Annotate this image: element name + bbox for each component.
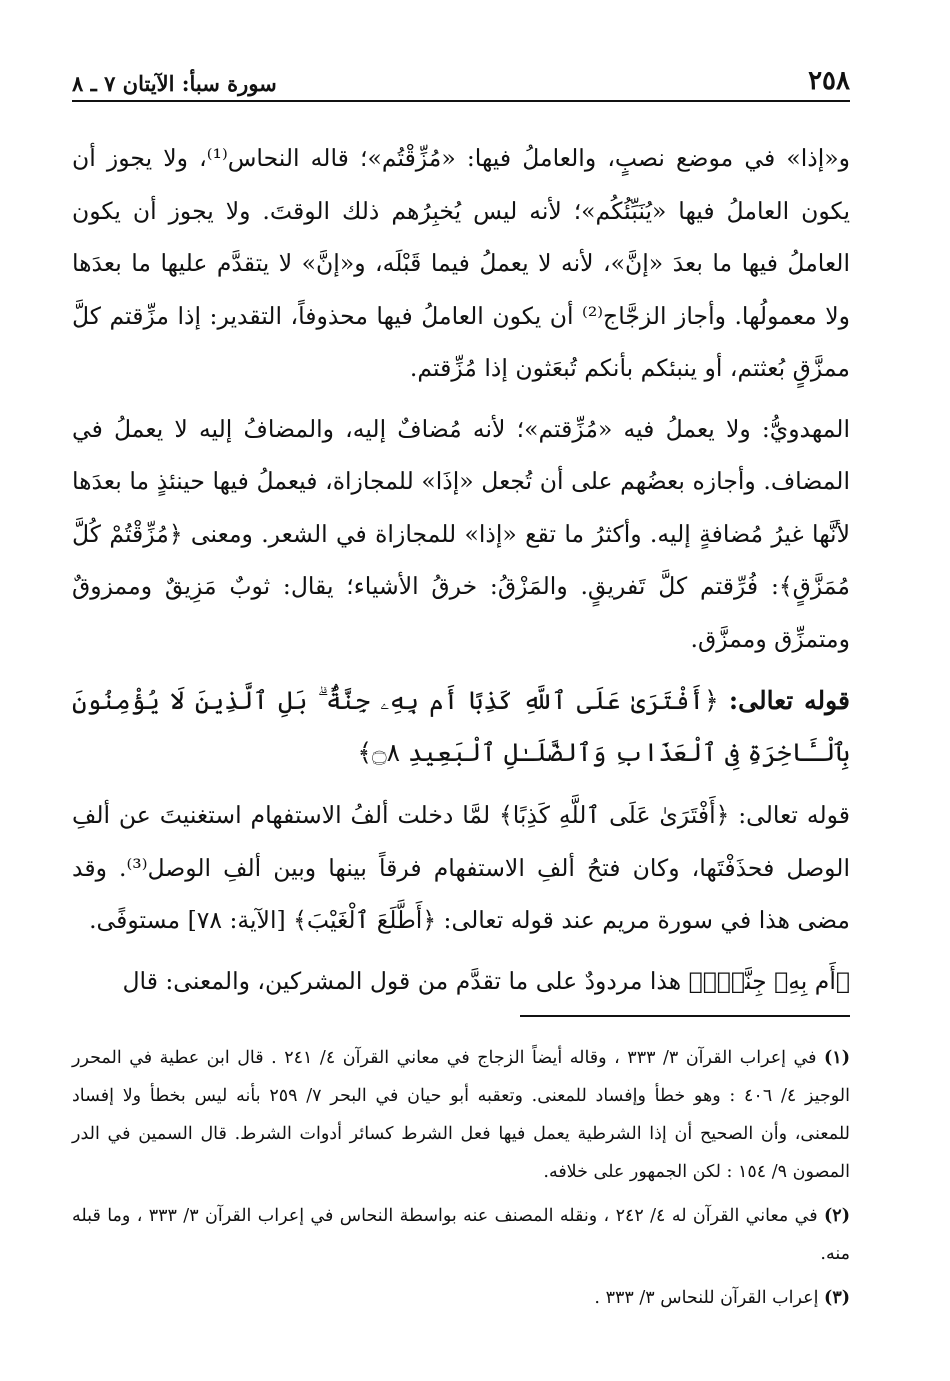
page-header xyxy=(72,62,850,102)
footnote-number: (٣) xyxy=(824,1288,850,1308)
footnote-text: في إعراب القرآن ٣/ ٣٣٣ ، وقاله أيضاً الزجاج في معاني القرآن ٤/ ٢٤١ . قال ابن عطية في المحرر الوجيز ٤/ ٤٠٦ : وهو خطأ وإفساد للمعنى. وتعقبه أبو حيان في البحر ٧/ ٢٥٩ بأنه ليس بخطأ ولا إفساد للمعنى، وأن الصحيح أن إذا الشرطية يعمل فيها فعل الشرط كسائر أدوات الشرط. قال السمين في الدر المصون ٩/ ١٥٤ : لكن الجمهور على خلافه. xyxy=(72,1048,850,1182)
paragraph: ﴿أَم بِهِۦ جِنَّةٌۢ﴾ هذا مردودٌ على ما تقدَّم من قول المشركين، والمعنى: قال xyxy=(122,966,850,995)
running-head: سورة سبأ: الآيتان ٧ ـ ٨ xyxy=(72,71,277,96)
paragraph: قوله تعالى: ﴿أَفْتَرَىٰ عَلَى ٱللَّهِ كَذِبًا﴾ لمَّا دخلت ألفُ الاستفهام استغنيتَ عن ألفِ الوصل فحذَفْتَها، وكان فتحُ ألفِ الاستفهام فرقاً بينها وبين ألفِ الوصل⁽³⁾. وقد مضى هذا في سورة مريم عند قوله تعالى: ﴿أَطَّلَعَ ٱلْغَيْبَ﴾ [الآية: ٧٨] مستوفًى. xyxy=(72,801,850,934)
verse-text: ﴿أَفْتَرَىٰ عَلَى ٱللَّهِ كَذِبًا أَم بِهِۦ جِنَّةٌۢ ۗ بَلِ ٱلَّذِينَ لَا يُؤْمِنُونَ بِٱلْـَٔاخِرَةِ فِى ٱلْعَذَابِ وَٱلضَّلَـٰلِ ٱلْبَعِيدِ ۝٨﴾ xyxy=(72,686,850,767)
footnote xyxy=(72,1279,850,1317)
footnotes xyxy=(72,1039,850,1317)
verse-lead: قوله تعالى: xyxy=(728,686,850,715)
paragraph: المهدويُّ: ولا يعملُ فيه «مُزِّقتم»؛ لأنه مُضافٌ إليه، والمضافُ إليه لا يعملُ في المضاف. وأجازه بعضُهم على أن تُجعل «إذَا» للمجازاة، فيعملُ فيها حينئذٍ ما بعدَها لأنَّها غيرُ مُضافةٍ إليه. وأكثرُ ما تقع «إذا» للمجازاة في الشعر. ومعنى ﴿مُزِّقْتُمْ كُلَّ مُمَزَّقٍ﴾: فُرِّقتم كلَّ تَفريقٍ. والمَزْقُ: خرقُ الأشياء؛ يقال: ثوبٌ مَزِيقٌ وممزوقٌ ومتمزِّق وممزَّق. xyxy=(72,414,850,653)
page-number: ٢٥٨ xyxy=(808,66,850,96)
main-text xyxy=(72,132,850,1007)
verse-heading xyxy=(72,675,850,779)
footnote xyxy=(72,1039,850,1191)
footnote-text: في معاني القرآن له ٤/ ٢٤٢ ، ونقله المصنف عنه بواسطة النحاس في إعراب القرآن ٣/ ٣٣٣ ، وما قبله منه. xyxy=(72,1206,850,1264)
footnote-separator xyxy=(520,1015,850,1017)
footnote-number: (٢) xyxy=(824,1206,850,1226)
footnote-number: (١) xyxy=(824,1048,850,1068)
footnote-text: إعراب القرآن للنحاس ٣/ ٣٣٣ . xyxy=(594,1288,819,1308)
paragraph: و«إذا» في موضع نصبٍ، والعاملُ فيها: «مُزِّقْتُم»؛ قاله النحاس⁽¹⁾، ولا يجوز أن يكون العاملُ فيها «يُنَبِّئُكُم»؛ لأنه ليس يُخبِرُهم ذلك الوقتَ. ولا يجوز أن يكون العاملُ فيها ما بعدَ «إنَّ»، لأنه لا يعملُ فيما قَبْلَه، و«إنَّ» لا يتقدَّم عليها ما بعدَها ولا معمولُها. وأجاز الزجَّاج⁽²⁾ أن يكون العاملُ فيها محذوفاً، التقدير: إذا مزِّقتم كلَّ ممزَّقٍ بُعثتم، أو ينبئكم بأنكم تُبعَثون إذا مُزِّقتم. xyxy=(72,144,850,382)
page xyxy=(72,62,850,1323)
footnote xyxy=(72,1197,850,1273)
